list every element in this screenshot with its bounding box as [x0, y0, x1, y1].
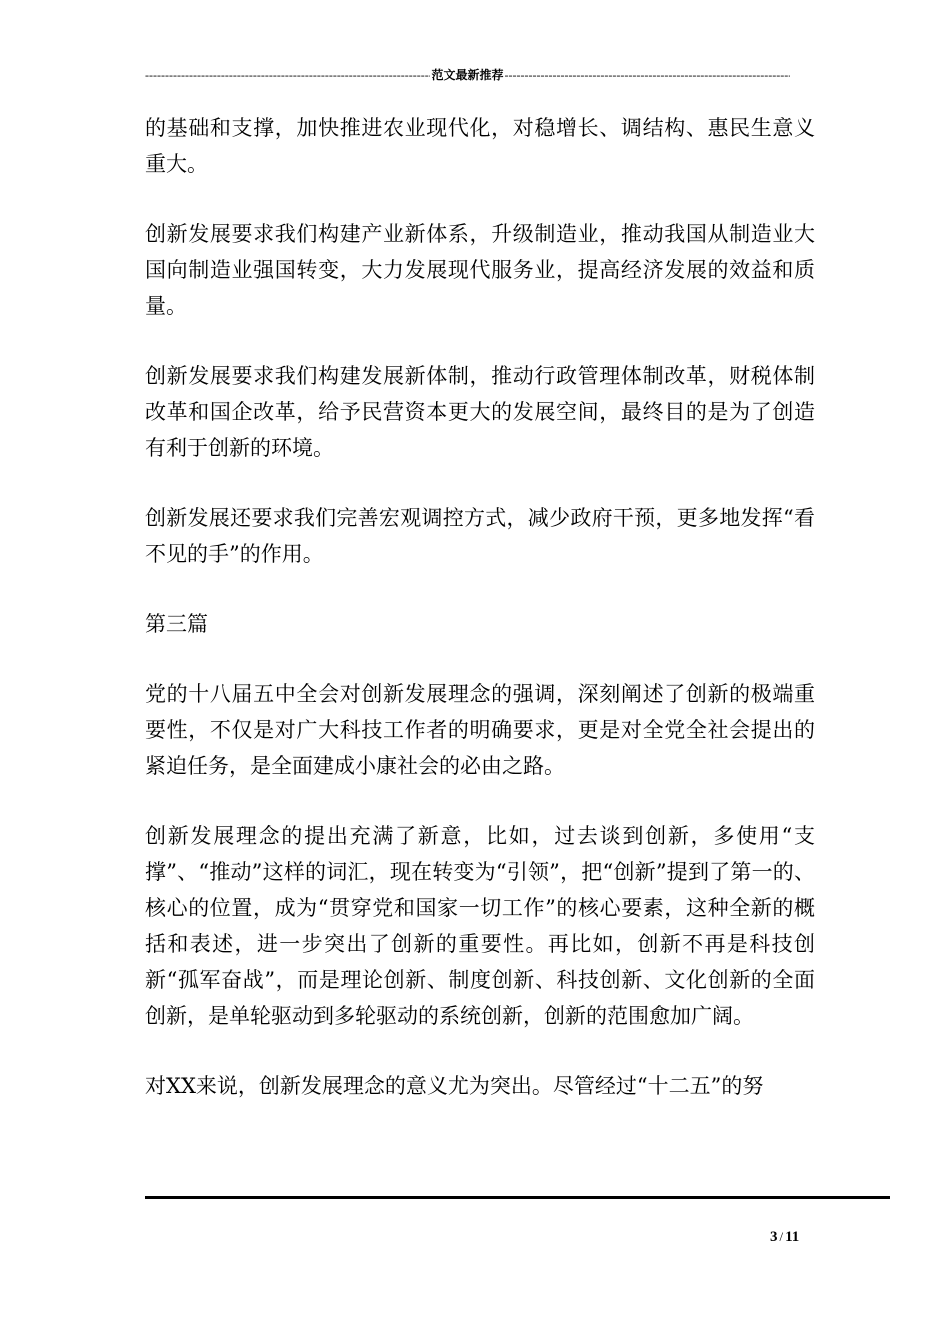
header-dashes-right: [505, 66, 790, 84]
section-heading: 第三篇: [145, 612, 208, 636]
header-title: 范文最新推荐: [431, 68, 504, 82]
paragraph: 创新发展要求我们构建发展新体制，推动行政管理体制改革，财税体制改革和国企改革，给予民营资本更大的发展空间，最终目的是为了创造有利于创新的环境。: [145, 364, 815, 460]
paragraph: 创新发展要求我们构建产业新体系，升级制造业，推动我国从制造业大国向制造业强国转变，大力发展现代服务业，提高经济发展的效益和质量。: [145, 222, 815, 318]
page-number: [770, 1229, 799, 1246]
footer-divider: [145, 1196, 890, 1199]
page-separator: /: [779, 1229, 784, 1244]
paragraph: 的基础和支撑，加快推进农业现代化，对稳增长、调结构、惠民生意义重大。: [145, 116, 815, 176]
paragraph: 创新发展还要求我们完善宏观调控方式，减少政府干预，更多地发挥“看不见的手”的作用。: [145, 506, 815, 566]
current-page: 3: [770, 1229, 778, 1245]
paragraph: 对XX来说，创新发展理念的意义尤为突出。尽管经过“十二五”的努: [145, 1074, 764, 1098]
paragraph: 创新发展理念的提出充满了新意，比如，过去谈到创新，多使用“支撑”、“推动”这样的词汇，现在转变为“引领”，把“创新”提到了第一的、核心的位置，成为“贯穿党和国家一切工作”的核心要素，这种全新的概括和表述，进一步突出了创新的重要性。再比如，创新不再是科技创新“孤军奋战”，而是理论创新、制度创新、科技创新、文化创新的全面创新，是单轮驱动到多轮驱动的系统创新，创新的范围愈加广阔。: [145, 824, 815, 1028]
total-pages: 11: [785, 1229, 800, 1245]
document-body: [145, 110, 815, 1138]
header-dashes-left: [145, 66, 430, 84]
paragraph: 党的十八届五中全会对创新发展理念的强调，深刻阐述了创新的极端重要性，不仅是对广大科技工作者的明确要求，更是对全党全社会提出的紧迫任务，是全面建成小康社会的必由之路。: [145, 682, 815, 778]
page-header: [145, 66, 790, 84]
